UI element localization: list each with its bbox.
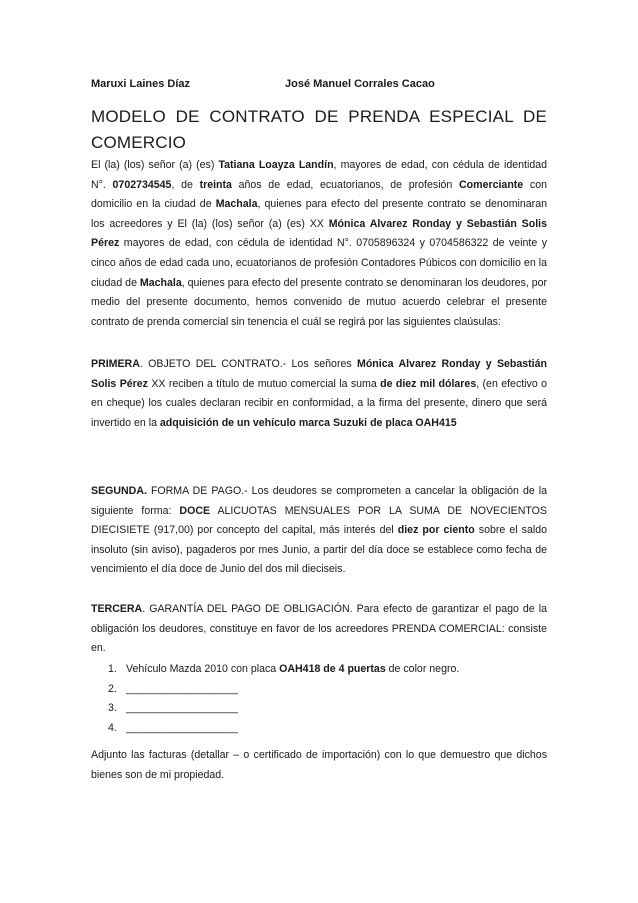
clause-heading: TERCERA [91,603,143,615]
clause-heading: PRIMERA [91,358,140,370]
text-run: , quienes para efecto del presente contrato se denominaran los acreedores y El (la) (los) señor (a) (es) XX [91,198,547,230]
attachment-paragraph: Adjunto las facturas (detallar – o certificado de importación) con lo que demuestro que dichos bienes son de mi propiedad. [91,749,547,781]
text-run: sobre el saldo insoluto (sin aviso), pagaderos por mes Junio, a partir del día doce se establece como fecha de vencimiento el día doce de Junio del dos mil dieciseis. [91,524,547,576]
list-number: 1. [108,663,117,675]
loan-amount: de diez mil dólares [380,377,477,390]
text-run: , quienes para efecto del presente contrato se denominaran los deudores, por medio del presente documento, hemos convenido de mutuo acuerdo celebrar el presente contrato de prenda comercial sin tenencia el cuál se regirá por las siguientes claúsulas: [91,276,547,328]
collateral-list [91,660,547,738]
vehicle-plate: OAH418 de 4 puertas [279,663,386,675]
creditor-id: 0702734545 [112,178,172,191]
document-title: MODELO DE CONTRATO DE PRENDA ESPECIAL DE COMERCIO [91,107,547,152]
list-item [91,719,547,739]
clause-heading: SEGUNDA. [91,485,147,497]
text-run: , (en efectivo o en cheque) los cuales declaran recibir en conformidad, a la firma del presente, dinero que será invertido en la [91,377,547,429]
intro-paragraph [91,156,547,332]
text-run: . OBJETO DEL CONTRATO.- Los señores [139,358,358,370]
author-1: Maruxi Laines Díaz [91,78,191,90]
text-run: años de edad, ecuatorianos, de profesión [231,178,460,191]
authors-line [91,78,435,90]
creditor-name: Tatiana Loayza Landín [218,159,334,171]
interest-rate: diez por ciento [397,524,475,537]
text-run: FORMA DE PAGO.- Los deudores se comprometen a cancelar la obligación de la siguiente forma: [91,485,547,517]
blank-line: ___________________ [126,682,238,695]
text-run: Vehículo Mazda 2010 con placa [126,663,280,675]
debtor-names: Mónica Alvarez Ronday y Sebastián Solis Pérez [91,358,547,390]
list-item [91,680,547,700]
clause-primera [91,355,547,433]
list-number: 4. [108,721,117,734]
text-run: de color negro. [385,663,460,675]
text-run: con domicilio en la ciudad de [91,178,547,211]
debtor-city: Machala [139,276,182,289]
text-run: , de [171,178,200,191]
creditor-age: treinta [199,178,232,191]
installment-count: DOCE [179,504,211,517]
text-run: ALICUOTAS MENSUALES POR LA SUMA DE NOVECIENTOS DIECISIETE (917,00) por concepto del capital, más interés del [91,504,547,537]
list-item [91,660,547,680]
list-item [91,699,547,719]
text-run: mayores de edad, con cédula de identidad N°. 0705896324 y 0704586322 de veinte y cinco años de edad cada uno, ecuatorianos de profesión Contadores Púbicos con domicilio en la ciudad de [91,237,547,289]
creditor-profession: Comerciante [459,178,524,191]
list-number: 2. [108,682,117,695]
debtor-names: Mónica Alvarez Ronday y Sebastián Solis Pérez [91,217,547,250]
blank-line: ___________________ [126,702,238,715]
text-run: , mayores de edad, con cédula de identidad N°. [91,159,548,191]
loan-purpose: adquisición de un vehículo marca Suzuki de placa OAH415 [159,416,457,429]
text-run: . GARANTÍA DEL PAGO DE OBLIGACIÓN. Para efecto de garantizar el pago de la obligación los deudores, constituye en favor de los acreedores PRENDA COMERCIAL: consiste en. [91,603,547,655]
creditor-city: Machala [215,198,258,211]
text-run: XX reciben a título de mutuo comercial la suma [147,377,381,390]
list-number: 3. [108,702,117,715]
clause-segunda [91,482,547,580]
text-run: El (la) (los) señor (a) (es) [91,159,219,171]
clause-tercera [91,600,547,659]
blank-line: ___________________ [126,721,238,734]
author-2: José Manuel Corrales Cacao [285,78,435,90]
